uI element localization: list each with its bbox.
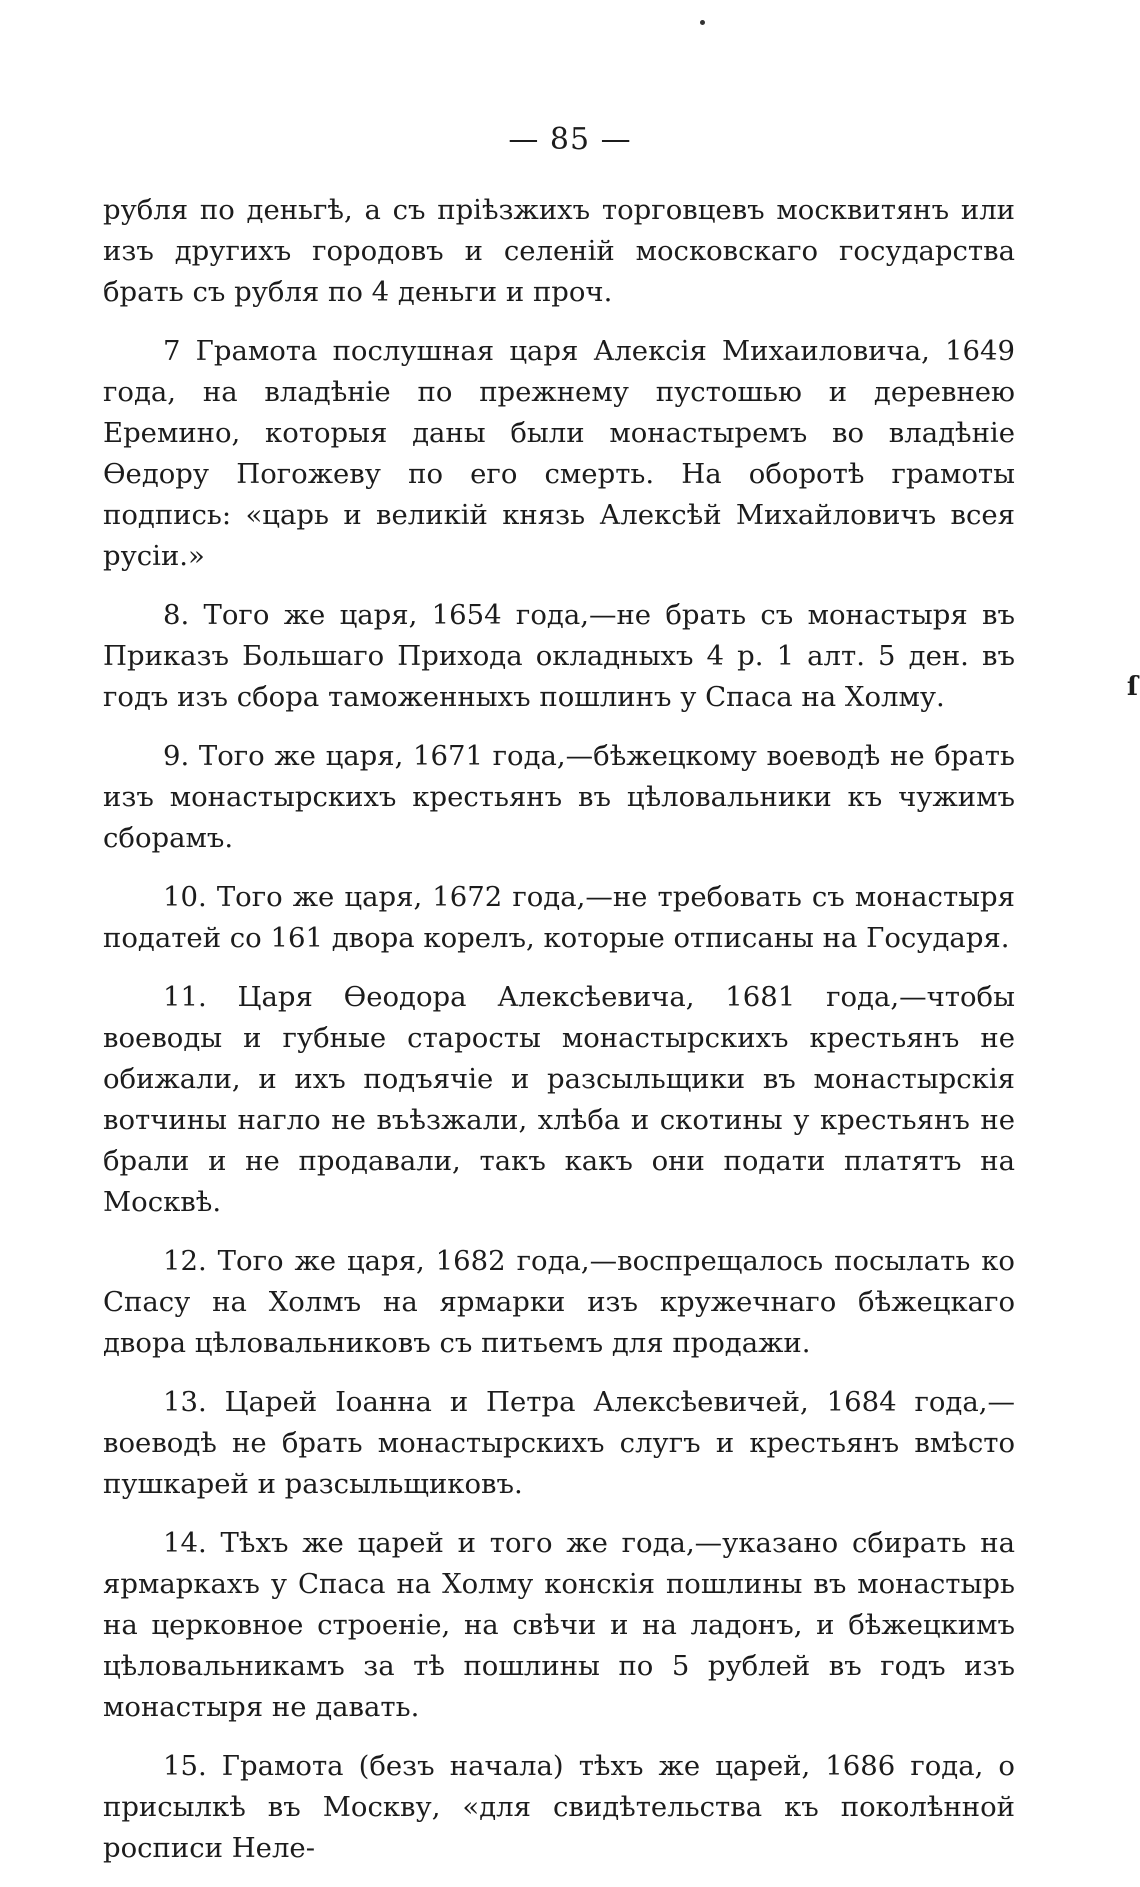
paragraph-item-8: 8. Того же царя, 1654 года,—не брать съ монастыря въ Приказъ Большаго Прихода окладныхъ 4 р. 1 алт. 5 ден. въ годъ изъ сбора таможенныхъ пошлинъ у Спаса на Холму. (103, 599, 1015, 713)
page-edge-mark: ſ (1126, 672, 1138, 702)
paragraph-item-7: 7 Грамота послушная царя Алексія Михаиловича, 1649 года, на владѣніе по прежнему пустошью и деревнею Еремино, которыя даны были монастыремъ во владѣніе Ѳедору Погожеву по его смерть. На оборотѣ грамоты подпись: «царь и великій князь Алексѣй Михайловичъ всея русіи.» (103, 335, 1015, 572)
paragraph-item-10: 10. Того же царя, 1672 года,—не требовать съ монастыря податей со 161 двора корелъ, которые отписаны на Государя. (103, 881, 1015, 954)
page-body-text (103, 190, 1015, 1887)
paragraph-item-9: 9. Того же царя, 1671 года,—бѣжецкому воеводѣ не брать изъ монастырскихъ крестьянъ въ цѣловальники къ чужимъ сборамъ. (103, 740, 1015, 854)
paragraph-continuation: рубля по деньгѣ, а съ пріѣзжихъ торговцевъ москвитянъ или изъ другихъ городовъ и селеній московскаго государства брать съ рубля по 4 деньги и проч. (103, 194, 1015, 308)
paragraph-item-15: 15. Грамота (безъ начала) тѣхъ же царей, 1686 года, о присылкѣ въ Москву, «для свидѣтельства къ поколѣнной росписи Неле- (103, 1750, 1015, 1864)
print-speck-mark (700, 20, 705, 25)
paragraph-item-12: 12. Того же царя, 1682 года,—воспрещалось посылать ко Спасу на Холмъ на ярмарки изъ кружечнаго бѣжецкаго двора цѣловальниковъ съ питьемъ для продажи. (103, 1245, 1015, 1359)
page-number: — 85 — (508, 122, 632, 157)
paragraph-item-13: 13. Царей Іоанна и Петра Алексѣевичей, 1684 года,—воеводѣ не брать монастырскихъ слугъ и крестьянъ вмѣсто пушкарей и разсыльщиковъ. (103, 1386, 1015, 1500)
paragraph-item-11: 11. Царя Ѳеодора Алексѣевича, 1681 года,—чтобы воеводы и губные старосты монастырскихъ крестьянъ не обижали, и ихъ подъячіе и разсыльщики въ монастырскія вотчины нагло не въѣзжали, хлѣба и скотины у крестьянъ не брали и не продавали, такъ какъ они подати платятъ на Москвѣ. (103, 981, 1015, 1218)
paragraph-item-14: 14. Тѣхъ же царей и того же года,—указано сбирать на ярмаркахъ у Спаса на Холму конскія пошлины въ монастырь на церковное строеніе, на свѣчи и на ладонъ, и бѣжецкимъ цѣловальникамъ за тѣ пошлины по 5 рублей въ годъ изъ монастыря не давать. (103, 1527, 1015, 1723)
